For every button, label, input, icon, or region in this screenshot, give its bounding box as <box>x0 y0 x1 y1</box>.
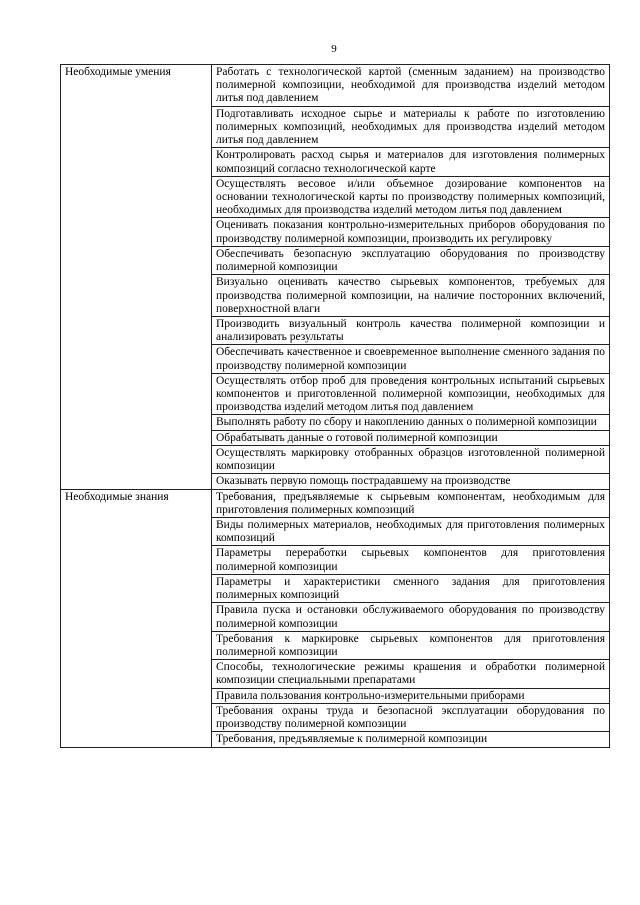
table-row <box>61 489 610 517</box>
requirement-item: Правила пользования контрольно-измерительными приборами <box>212 688 610 703</box>
requirement-item: Виды полимерных материалов, необходимых для приготовления полимерных композиций <box>212 518 610 546</box>
requirement-item: Способы, технологические режимы крашения и обработки полимерной композиции специальными препаратами <box>212 660 610 688</box>
requirement-item: Оказывать первую помощь пострадавшему на производстве <box>212 474 610 489</box>
requirement-item: Контролировать расход сырья и материалов для изготовления полимерных композиций согласно технологической карте <box>212 148 610 176</box>
requirement-item: Осуществлять весовое и/или объемное дозирование компонентов на основании технологической карты по производству полимерных композиций, необходимых для производства изделий методом литья под давлением <box>212 176 610 218</box>
requirement-item: Параметры и характеристики сменного задания для приготовления полимерных композиций <box>212 574 610 602</box>
requirement-item: Подготавливать исходное сырье и материалы к работе по изготовлению полимерных композиций, необходимых для производства изделий методом литья под давлением <box>212 106 610 148</box>
requirement-item: Производить визуальный контроль качества полимерной композиции и анализировать результаты <box>212 316 610 344</box>
requirement-item: Визуально оценивать качество сырьевых компонентов, требуемых для производства полимерной композиции, на наличие посторонних включений, поверхностной влаги <box>212 275 610 317</box>
requirement-item: Осуществлять отбор проб для проведения контрольных испытаний сырьевых компонентов и приготовленной полимерной композиции, необходимых для производства изделий методом литья под давлением <box>212 373 610 415</box>
requirement-item: Обеспечивать безопасную эксплуатацию оборудования по производству полимерной композиции <box>212 246 610 274</box>
requirement-item: Выполнять работу по сбору и накоплению данных о полимерной композиции <box>212 415 610 430</box>
section-label: Необходимые умения <box>61 65 212 490</box>
requirement-item: Осуществлять маркировку отобранных образцов изготовленной полимерной композиции <box>212 445 610 473</box>
requirement-item: Требования, предъявляемые к полимерной композиции <box>212 732 610 747</box>
section-label: Необходимые знания <box>61 489 212 747</box>
requirement-item: Работать с технологической картой (сменным заданием) на производство полимерной композиции, необходимой для производства изделий методом литья под давлением <box>212 65 610 107</box>
requirements-table-body <box>61 65 610 748</box>
requirement-item: Обеспечивать качественное и своевременное выполнение сменного задания по производству полимерной композиции <box>212 345 610 373</box>
requirement-item: Требования, предъявляемые к сырьевым компонентам, необходимым для приготовления полимерных композиций <box>212 489 610 517</box>
requirement-item: Требования к маркировке сырьевых компонентов для приготовления полимерной композиции <box>212 631 610 659</box>
requirement-item: Правила пуска и остановки обслуживаемого оборудования по производству полимерной композиции <box>212 603 610 631</box>
requirements-table <box>60 64 610 748</box>
requirement-item: Параметры переработки сырьевых компонентов для приготовления полимерной композиции <box>212 546 610 574</box>
requirement-item: Оценивать показания контрольно-измерительных приборов оборудования по производству полимерной композиции, производить их регулировку <box>212 218 610 246</box>
table-row <box>61 65 610 107</box>
requirement-item: Требования охраны труда и безопасной эксплуатации оборудования по производству полимерной композиции <box>212 703 610 731</box>
page-number: 9 <box>331 43 337 55</box>
requirement-item: Обрабатывать данные о готовой полимерной композиции <box>212 430 610 445</box>
